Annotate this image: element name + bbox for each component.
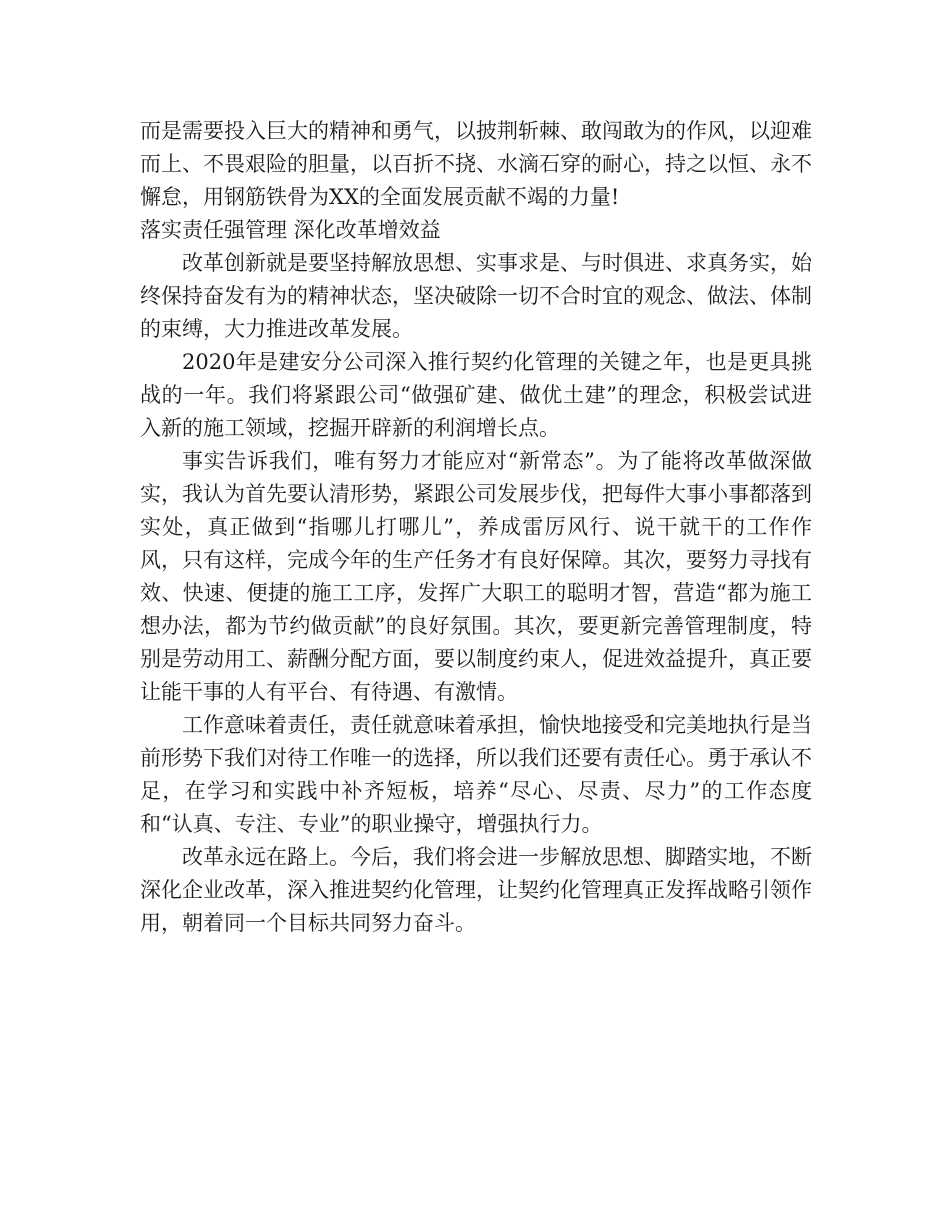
intro-paragraph: 而是需要投入巨大的精神和勇气，以披荆斩棘、敢闯敢为的作风，以迎难而上、不畏艰险的胆量，以百折不挠、水滴石穿的耐心，持之以恒、永不懈怠，用钢筋铁骨为XX的全面发展贡献不竭的力量! <box>140 119 812 209</box>
paragraph-2: 2020年是建安分公司深入推行契约化管理的关键之年，也是更具挑战的一年。我们将紧跟公司“做强矿建、做优土建”的理念，积极尝试进入新的施工领域，挖掘开辟新的利润增长点。 <box>140 350 812 440</box>
paragraph-4: 工作意味着责任，责任就意味着承担，愉快地接受和完美地执行是当前形势下我们对待工作唯一的选择，所以我们还要有责任心。勇于承认不足，在学习和实践中补齐短板，培养“尽心、尽责、尽力”的工作态度和“认真、专注、专业”的职业操守，增强执行力。 <box>140 713 812 836</box>
paragraph-3: 事实告诉我们，唯有努力才能应对“新常态”。为了能将改革做深做实，我认为首先要认清形势，紧跟公司发展步伐，把每件大事小事都落到实处，真正做到“指哪儿打哪儿”，养成雷厉风行、说干就干的工作作风，只有这样，完成今年的生产任务才有良好保障。其次，要努力寻找有效、快速、便捷的施工工序，发挥广大职工的聪明才智，营造“都为施工想办法，都为节约做贡献”的良好氛围。其次，要更新完善管理制度，特别是劳动用工、薪酬分配方面，要以制度约束人，促进效益提升，真正要让能干事的人有平台、有待遇、有激情。 <box>140 449 812 704</box>
document-body <box>140 115 812 940</box>
paragraph-1: 改革创新就是要坚持解放思想、实事求是、与时俱进、求真务实，始终保持奋发有为的精神状态，坚决破除一切不合时宜的观念、做法、体制的束缚，大力推进改革发展。 <box>140 251 812 341</box>
section-title: 落实责任强管理 深化改革增效益 <box>140 218 441 242</box>
paragraph-5: 改革永远在路上。今后，我们将会进一步解放思想、脚踏实地，不断深化企业改革，深入推进契约化管理，让契约化管理真正发挥战略引领作用，朝着同一个目标共同努力奋斗。 <box>140 845 812 935</box>
